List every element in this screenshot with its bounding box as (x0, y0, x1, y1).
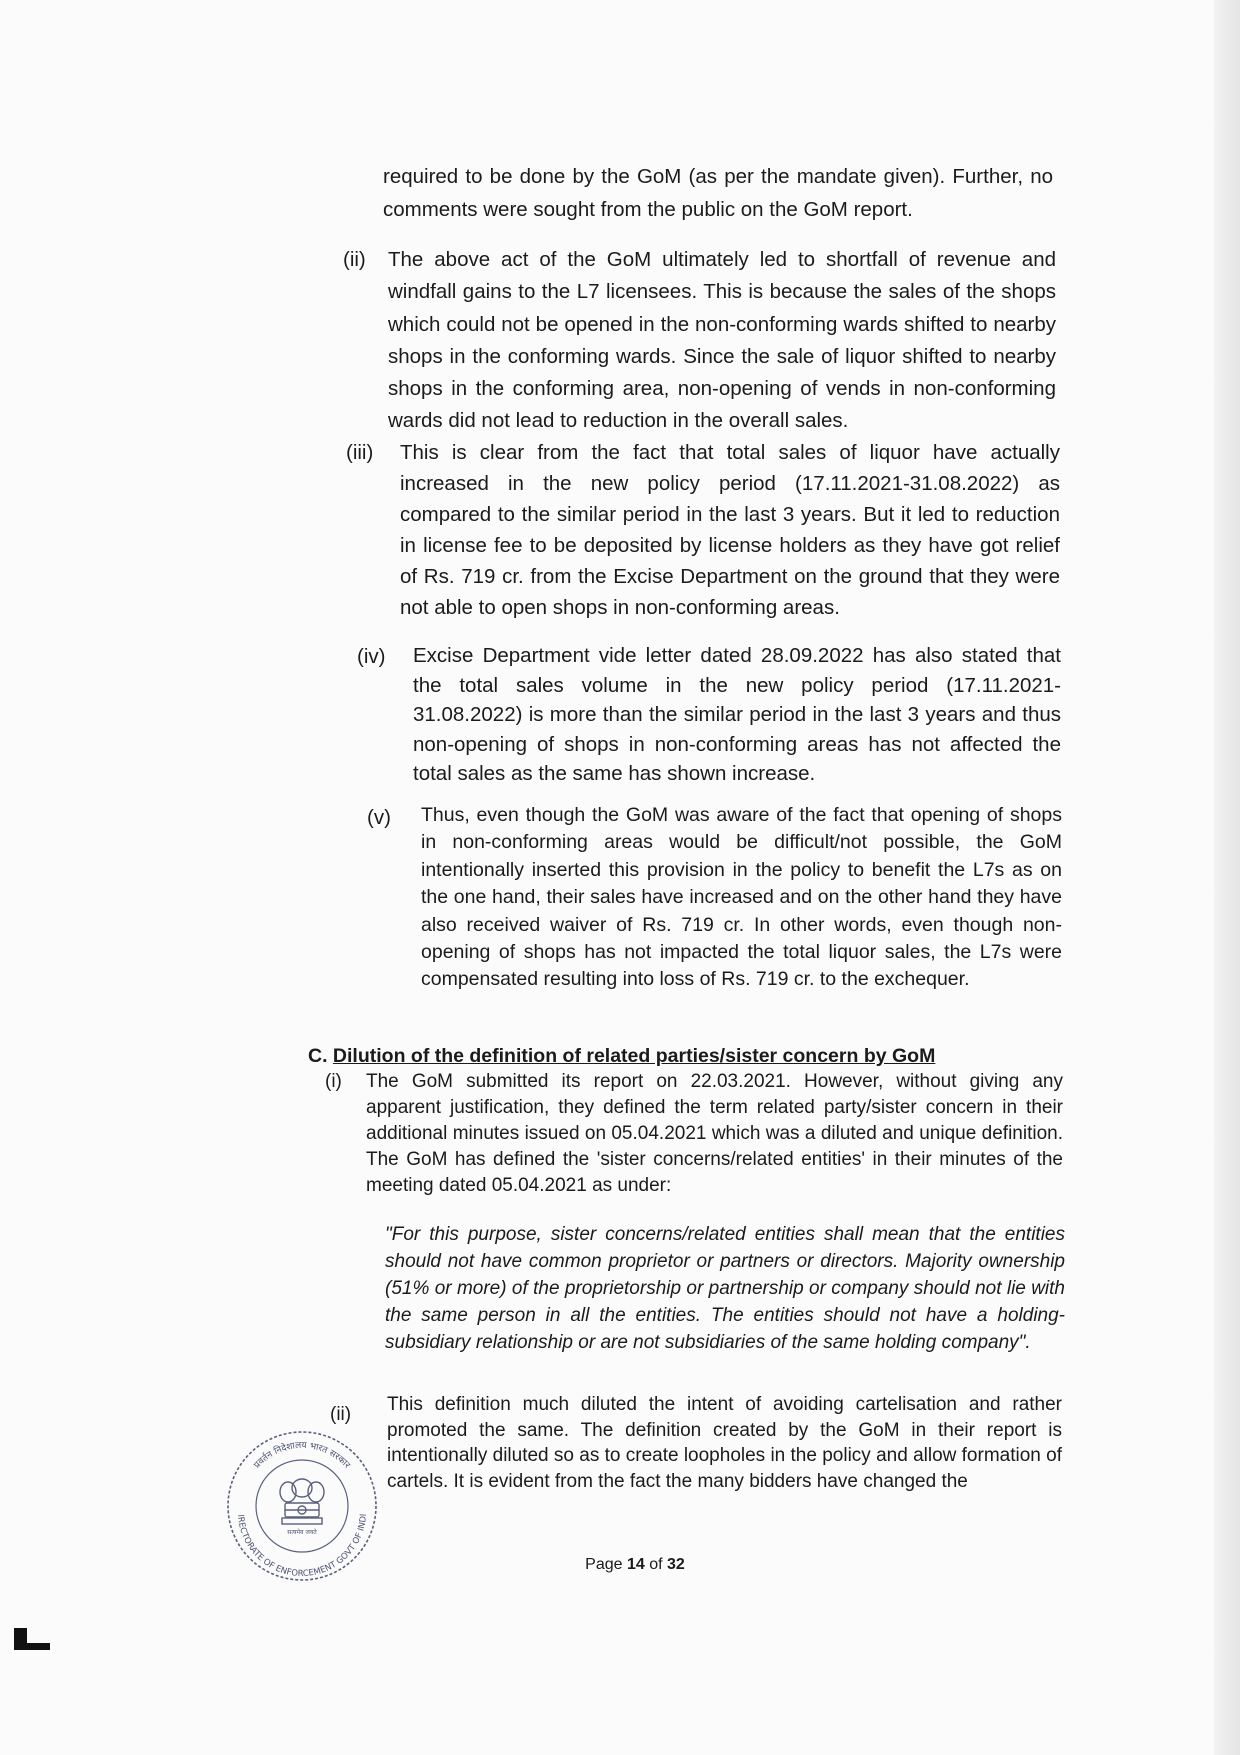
paragraph-b-iv: Excise Department vide letter dated 28.09.2022 has also stated that the total sales volume in the new policy period (17.11.2021-31.08.2022) is more than the similar period in the last 3 years and thus non-opening of shops in non-conforming areas has not affected the total sales as the same has shown increase. (413, 644, 1061, 785)
footer-total-pages: 32 (667, 1556, 685, 1573)
intro-paragraph: required to be done by the GoM (as per the mandate given). Further, no comments were sought from the public on the GoM report. (383, 165, 1053, 221)
footer-page-prefix: Page (585, 1556, 623, 1573)
paragraph-b-ii: The above act of the GoM ultimately led to shortfall of revenue and windfall gains to the L7 licensees. This is because the sales of the shops which could not be opened in the non-conforming wards shifted to nearby shops in the conforming wards. Since the sale of liquor shifted to nearby shops in the conforming area, non-opening of vends in non-conforming wards did not lead to reduction in the overall sales. (388, 248, 1056, 433)
footer-of: of (649, 1556, 663, 1573)
item-number-b-ii: (ii) (343, 248, 366, 271)
section-c-title: Dilution of the definition of related parties/sister concern by GoM (332, 1045, 936, 1067)
section-c-heading (308, 1043, 935, 1069)
footer-current-page: 14 (626, 1556, 645, 1573)
paragraph-b-iii: This is clear from the fact that total sales of liquor have actually increased in the new policy period (17.11.2021-31.08.2022) as compared to the similar period in the last 3 years. But it led to reduction in license fee to be deposited by license holders as they have got relief of Rs. 719 cr. from the Excise Department on the ground that they were not able to open shops in non-conforming areas. (400, 441, 1060, 619)
item-number-b-iii: (iii) (346, 441, 374, 464)
page-footer (0, 1556, 1240, 1574)
definition-quote: "For this purpose, sister concerns/related entities shall mean that the entities should not have common proprietor or partners or directors. Majority ownership (51% or more) of the proprietorship or partnership or company should not lie with the same person in all the entities. The entities should not have a holding-subsidiary relationship or are not subsidiaries of the same holding company". (385, 1224, 1065, 1353)
paragraph-b-v: Thus, even though the GoM was aware of the fact that opening of shops in non-conforming areas would be difficult/not possible, the GoM intentionally inserted this provision in the policy to benefit the L7s as on the one hand, their sales have increased and on the other hand they have also received waiver of Rs. 719 cr. In other words, even though non-opening of shops has not impacted the total liquor sales, the L7s were compensated resulting into loss of Rs. 719 cr. to the exchequer. (421, 804, 1062, 991)
paragraph-c-i: The GoM submitted its report on 22.03.2021. However, without giving any apparent justification, they defined the term related party/sister concern in their additional minutes issued on 05.04.2021 which was a diluted and unique definition. The GoM has defined the 'sister concerns/related entities' in their minutes of the meeting dated 05.04.2021 as under: (366, 1071, 1063, 1196)
svg-text:प्रवर्तन निदेशालय भारत सरकार: प्रवर्तन निदेशालय भारत सरकार (252, 1440, 352, 1471)
item-number-b-iv: (iv) (357, 645, 386, 668)
paragraph-c-ii: This definition much diluted the intent of avoiding cartelisation and rather promoted the same. The definition created by the GoM in their report is intentionally diluted so as to create loopholes in the policy and allow formation of cartels. It is evident from the fact the many bidders have changed the (387, 1394, 1062, 1492)
svg-text:DIRECTORATE OF ENFORCEMENT GOV: IRECTORATE OF ENFORCEMENT GOVT OF INDI (235, 1513, 369, 1580)
section-c-label: C. (308, 1045, 328, 1067)
item-number-b-v: (v) (367, 806, 391, 829)
item-number-c-i: (i) (325, 1071, 342, 1092)
item-number-c-ii: (ii) (330, 1404, 352, 1425)
scan-corner-mark (14, 1628, 50, 1650)
svg-text:सत्यमेव जयते: सत्यमेव जयते (287, 1529, 317, 1536)
